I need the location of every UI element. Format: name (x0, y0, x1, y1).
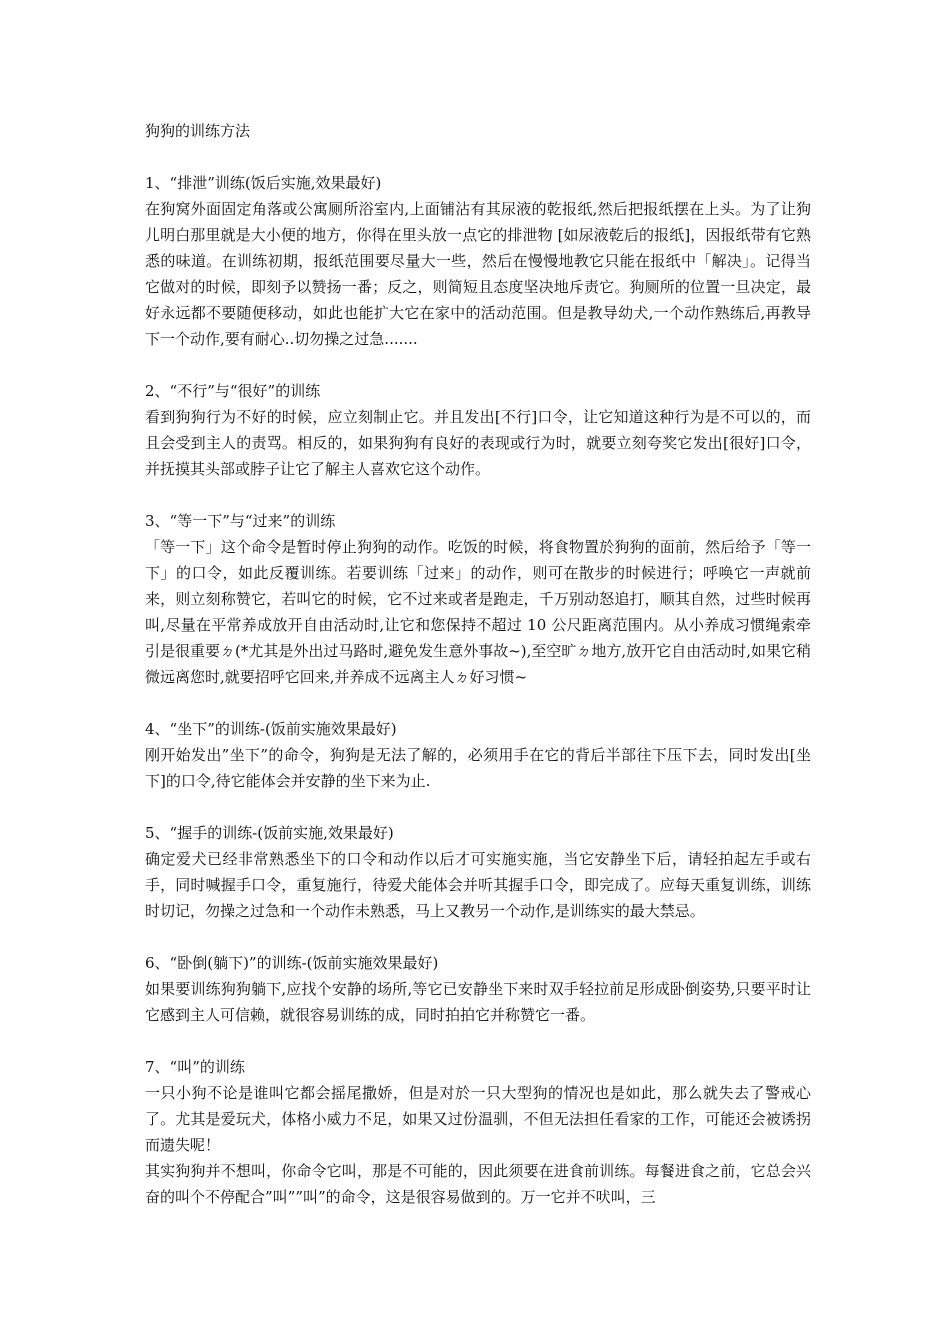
section-bark-training (145, 1054, 811, 1210)
section-paragraph: 确定爱犬已经非常熟悉坐下的口令和动作以后才可实施实施，当它安静坐下后，请轻拍起左手或右手，同时喊握手口令，重复施行，待爱犬能体会并听其握手口令，即完成了。应每天重复训练，训练时切记，勿操之过急和一个动作未熟悉，马上又教另一个动作,是训练实的最大禁忌。 (145, 850, 811, 920)
section-heading: 6、“卧倒(躺下)”的训练-(饭前实施效果最好) (145, 954, 439, 972)
section-wait-and-come-training (145, 508, 811, 690)
section-lie-down-training (145, 950, 811, 1028)
section-heading: 3、“等一下”与“过来”的训练 (145, 512, 336, 530)
section-no-and-good-training (145, 378, 811, 482)
document-page (145, 118, 811, 1236)
document-title: 狗狗的训练方法 (145, 122, 251, 140)
section-heading: 2、“不行”与“很好”的训练 (145, 382, 321, 400)
section-heading: 7、“叫”的训练 (145, 1058, 245, 1076)
section-heading: 5、“握手的训练-(饭前实施,效果最好) (145, 824, 394, 842)
section-heading: 1、“排泄”训练(饭后实施,效果最好) (145, 174, 382, 192)
section-sit-training (145, 716, 811, 794)
section-excretion-training (145, 170, 811, 352)
section-paragraph: 「等一下」这个命令是暂时停止狗狗的动作。吃饭的时候，将食物置於狗狗的面前，然后给予「等一下」的口令，如此反覆训练。若要训练「过来」的动作，则可在散步的时候进行；呼唤它一声就前来，则立刻称赞它，若叫它的时候，它不过来或者是跑走，千万别动怒追打，顺其自然，过些时候再叫,尽量在平常养成放开自由活动时,让它和您保持不超过 10 公尺距离范围内。从小养成习惯绳索牵引是很重要ㄉ(*尤其是外出过马路时,避免发生意外事故~),至空旷ㄉ地方,放开它自由活动时,如果它稍微远离您时,就要招呼它回来,并养成不远离主人ㄉ好习惯~ (145, 538, 811, 686)
section-paragraph: 其实狗狗并不想叫，你命令它叫，那是不可能的，因此须要在进食前训练。每餐进食之前，它总会兴奋的叫个不停配合”叫””叫”的命令，这是很容易做到的。万一它并不吠叫，三 (145, 1162, 811, 1206)
section-paragraph: 如果要训练狗狗躺下,应找个安静的场所,等它已安静坐下来时双手轻拉前足形成卧倒姿势,只要平时让它感到主人可信赖，就很容易训练的成，同时拍拍它并称赞它一番。 (145, 980, 811, 1024)
section-paragraph: 看到狗狗行为不好的时候，应立刻制止它。并且发出[不行]口令，让它知道这种行为是不可以的，而且会受到主人的责骂。相反的，如果狗狗有良好的表现或行为时，就要立刻夸奖它发出[很好]口令，并抚摸其头部或脖子让它了解主人喜欢它这个动作。 (145, 408, 811, 478)
section-paragraph: 一只小狗不论是谁叫它都会摇尾撒娇，但是对於一只大型狗的情况也是如此，那么就失去了警戒心了。尤其是爱玩犬，体格小威力不足，如果又过份温驯，不但无法担任看家的工作，可能还会被诱拐而遗失呢！ (145, 1084, 811, 1154)
section-heading: 4、“坐下”的训练-(饭前实施效果最好) (145, 720, 397, 738)
section-handshake-training (145, 820, 811, 924)
section-paragraph: 在狗窝外面固定角落或公寓厕所浴室内,上面铺沾有其尿液的乾报纸,然后把报纸摆在上头。为了让狗儿明白那里就是大小便的地方，你得在里头放一点它的排泄物 [如尿液乾后的报纸]，因报纸带有它熟悉的味道。在训练初期，报纸范围要尽量大一些，然后在慢慢地教它只能在报纸中「解决」。记得当它做对的时候，即刻予以赞扬一番；反之，则简短且态度坚决地斥责它。狗厕所的位置一旦决定，最好永远都不要随便移动，如此也能扩大它在家中的活动范围。但是教导幼犬,一个动作熟练后,再教导下一个动作,要有耐心..切勿操之过急....... (145, 200, 811, 348)
section-paragraph: 刚开始发出”坐下”的命令，狗狗是无法了解的，必须用手在它的背后半部往下压下去，同时发出[坐下]的口令,待它能体会并安静的坐下来为止. (145, 746, 811, 790)
